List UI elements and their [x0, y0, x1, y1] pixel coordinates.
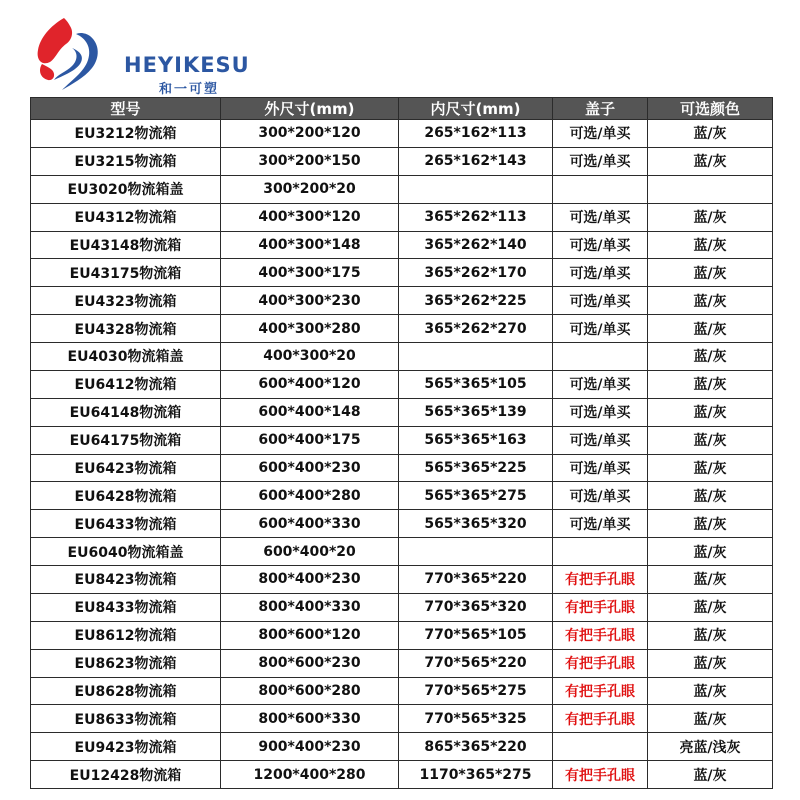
- cell-inner-size: [399, 538, 553, 566]
- table-row: [31, 482, 773, 510]
- cell-model: EU8423物流箱: [31, 566, 221, 594]
- cell-inner-size: 365*262*225: [399, 287, 553, 315]
- cell-lid: 可选/单买: [553, 510, 648, 538]
- cell-model: EU4030物流箱盖: [31, 343, 221, 371]
- table-row: [31, 426, 773, 454]
- cell-model: EU3020物流箱盖: [31, 175, 221, 203]
- cell-color: 蓝/灰: [648, 259, 773, 287]
- cell-outer-size: 600*400*120: [221, 370, 399, 398]
- cell-outer-size: 400*300*148: [221, 231, 399, 259]
- cell-lid: 有把手孔眼: [553, 677, 648, 705]
- cell-lid: 可选/单买: [553, 287, 648, 315]
- cell-color: 蓝/灰: [648, 398, 773, 426]
- table-body: [31, 120, 773, 789]
- cell-outer-size: 800*400*330: [221, 593, 399, 621]
- cell-color: 蓝/灰: [648, 677, 773, 705]
- cell-model: EU8633物流箱: [31, 705, 221, 733]
- cell-lid: 有把手孔眼: [553, 649, 648, 677]
- cell-outer-size: 400*300*120: [221, 203, 399, 231]
- table-row: [31, 761, 773, 789]
- cell-color: 蓝/灰: [648, 482, 773, 510]
- cell-model: EU4312物流箱: [31, 203, 221, 231]
- cell-model: EU8628物流箱: [31, 677, 221, 705]
- cell-inner-size: 770*565*325: [399, 705, 553, 733]
- cell-lid: [553, 343, 648, 371]
- cell-outer-size: 600*400*175: [221, 426, 399, 454]
- cell-color: 蓝/灰: [648, 538, 773, 566]
- cell-color: 蓝/灰: [648, 649, 773, 677]
- cell-model: EU8623物流箱: [31, 649, 221, 677]
- cell-outer-size: 600*400*20: [221, 538, 399, 566]
- cell-inner-size: 565*365*163: [399, 426, 553, 454]
- cell-model: EU8433物流箱: [31, 593, 221, 621]
- cell-lid: 可选/单买: [553, 454, 648, 482]
- table-header-row: [31, 98, 773, 120]
- cell-outer-size: 800*600*120: [221, 621, 399, 649]
- cell-color: 亮蓝/浅灰: [648, 733, 773, 761]
- cell-inner-size: 865*365*220: [399, 733, 553, 761]
- cell-color: 蓝/灰: [648, 231, 773, 259]
- cell-model: EU6040物流箱盖: [31, 538, 221, 566]
- cell-inner-size: 770*565*105: [399, 621, 553, 649]
- cell-model: EU6428物流箱: [31, 482, 221, 510]
- cell-inner-size: 565*365*275: [399, 482, 553, 510]
- table-row: [31, 705, 773, 733]
- cell-inner-size: 770*565*275: [399, 677, 553, 705]
- cell-outer-size: 600*400*230: [221, 454, 399, 482]
- cell-inner-size: 770*565*220: [399, 649, 553, 677]
- table-row: [31, 203, 773, 231]
- cell-model: EU8612物流箱: [31, 621, 221, 649]
- cell-color: 蓝/灰: [648, 203, 773, 231]
- cell-outer-size: 800*400*230: [221, 566, 399, 594]
- table-row: [31, 259, 773, 287]
- cell-color: 蓝/灰: [648, 621, 773, 649]
- cell-color: 蓝/灰: [648, 120, 773, 148]
- header-outer-size: 外尺寸(mm): [221, 98, 399, 120]
- cell-lid: 有把手孔眼: [553, 705, 648, 733]
- cell-model: EU3215物流箱: [31, 147, 221, 175]
- table-row: [31, 147, 773, 175]
- cell-lid: 有把手孔眼: [553, 621, 648, 649]
- cell-inner-size: 1170*365*275: [399, 761, 553, 789]
- table-row: [31, 649, 773, 677]
- cell-color: 蓝/灰: [648, 315, 773, 343]
- cell-inner-size: 565*365*320: [399, 510, 553, 538]
- cell-color: 蓝/灰: [648, 761, 773, 789]
- cell-outer-size: 900*400*230: [221, 733, 399, 761]
- cell-color: 蓝/灰: [648, 426, 773, 454]
- table-row: [31, 621, 773, 649]
- cell-lid: 可选/单买: [553, 259, 648, 287]
- cell-color: 蓝/灰: [648, 593, 773, 621]
- cell-lid: 有把手孔眼: [553, 761, 648, 789]
- brand-name: HEYIKESU: [124, 53, 250, 77]
- cell-color: [648, 175, 773, 203]
- cell-lid: 可选/单买: [553, 370, 648, 398]
- cell-outer-size: 600*400*330: [221, 510, 399, 538]
- cell-inner-size: [399, 343, 553, 371]
- cell-model: EU64148物流箱: [31, 398, 221, 426]
- cell-inner-size: 365*262*113: [399, 203, 553, 231]
- cell-outer-size: 300*200*150: [221, 147, 399, 175]
- table-row: [31, 593, 773, 621]
- table-row: [31, 566, 773, 594]
- cell-inner-size: 265*162*113: [399, 120, 553, 148]
- cell-lid: 可选/单买: [553, 231, 648, 259]
- brand-chinese-name: 和一可塑: [159, 82, 220, 97]
- table-row: [31, 510, 773, 538]
- table-row: [31, 287, 773, 315]
- cell-model: EU4328物流箱: [31, 315, 221, 343]
- cell-color: 蓝/灰: [648, 454, 773, 482]
- table-row: [31, 343, 773, 371]
- cell-outer-size: 400*300*175: [221, 259, 399, 287]
- table-row: [31, 315, 773, 343]
- cell-outer-size: 400*300*20: [221, 343, 399, 371]
- cell-model: EU43175物流箱: [31, 259, 221, 287]
- cell-model: EU64175物流箱: [31, 426, 221, 454]
- cell-color: 蓝/灰: [648, 705, 773, 733]
- cell-inner-size: 770*365*220: [399, 566, 553, 594]
- cell-lid: 可选/单买: [553, 120, 648, 148]
- cell-outer-size: 600*400*280: [221, 482, 399, 510]
- cell-inner-size: 770*365*320: [399, 593, 553, 621]
- cell-inner-size: 265*162*143: [399, 147, 553, 175]
- cell-model: EU3212物流箱: [31, 120, 221, 148]
- table-row: [31, 175, 773, 203]
- table-row: [31, 120, 773, 148]
- cell-lid: 可选/单买: [553, 315, 648, 343]
- cell-lid: 可选/单买: [553, 203, 648, 231]
- cell-color: 蓝/灰: [648, 147, 773, 175]
- header-lid: 盖子: [553, 98, 648, 120]
- header-model: 型号: [31, 98, 221, 120]
- cell-inner-size: [399, 175, 553, 203]
- cell-outer-size: 800*600*330: [221, 705, 399, 733]
- table-row: [31, 677, 773, 705]
- cell-lid: [553, 733, 648, 761]
- header-color: 可选颜色: [648, 98, 773, 120]
- cell-lid: [553, 175, 648, 203]
- cell-inner-size: 565*365*225: [399, 454, 553, 482]
- table-row: [31, 454, 773, 482]
- cell-color: 蓝/灰: [648, 370, 773, 398]
- cell-inner-size: 565*365*105: [399, 370, 553, 398]
- cell-model: EU6433物流箱: [31, 510, 221, 538]
- cell-lid: 有把手孔眼: [553, 566, 648, 594]
- heyikesu-logo-icon: [28, 14, 108, 94]
- cell-lid: [553, 538, 648, 566]
- cell-outer-size: 400*300*230: [221, 287, 399, 315]
- cell-lid: 可选/单买: [553, 147, 648, 175]
- cell-inner-size: 365*262*170: [399, 259, 553, 287]
- cell-inner-size: 565*365*139: [399, 398, 553, 426]
- cell-color: 蓝/灰: [648, 566, 773, 594]
- cell-outer-size: 1200*400*280: [221, 761, 399, 789]
- cell-model: EU43148物流箱: [31, 231, 221, 259]
- cell-lid: 可选/单买: [553, 398, 648, 426]
- table-row: [31, 231, 773, 259]
- cell-lid: 可选/单买: [553, 482, 648, 510]
- cell-inner-size: 365*262*270: [399, 315, 553, 343]
- cell-model: EU12428物流箱: [31, 761, 221, 789]
- cell-outer-size: 800*600*280: [221, 677, 399, 705]
- cell-color: 蓝/灰: [648, 510, 773, 538]
- cell-outer-size: 600*400*148: [221, 398, 399, 426]
- cell-outer-size: 400*300*280: [221, 315, 399, 343]
- cell-model: EU9423物流箱: [31, 733, 221, 761]
- cell-outer-size: 300*200*20: [221, 175, 399, 203]
- table-row: [31, 733, 773, 761]
- product-spec-table: [30, 97, 773, 789]
- cell-lid: 可选/单买: [553, 426, 648, 454]
- cell-model: EU4323物流箱: [31, 287, 221, 315]
- cell-color: 蓝/灰: [648, 287, 773, 315]
- cell-inner-size: 365*262*140: [399, 231, 553, 259]
- table-row: [31, 370, 773, 398]
- cell-outer-size: 300*200*120: [221, 120, 399, 148]
- cell-lid: 有把手孔眼: [553, 593, 648, 621]
- cell-model: EU6423物流箱: [31, 454, 221, 482]
- header-inner-size: 内尺寸(mm): [399, 98, 553, 120]
- table-row: [31, 398, 773, 426]
- table-row: [31, 538, 773, 566]
- cell-outer-size: 800*600*230: [221, 649, 399, 677]
- cell-model: EU6412物流箱: [31, 370, 221, 398]
- cell-color: 蓝/灰: [648, 343, 773, 371]
- brand-logo: [28, 14, 258, 97]
